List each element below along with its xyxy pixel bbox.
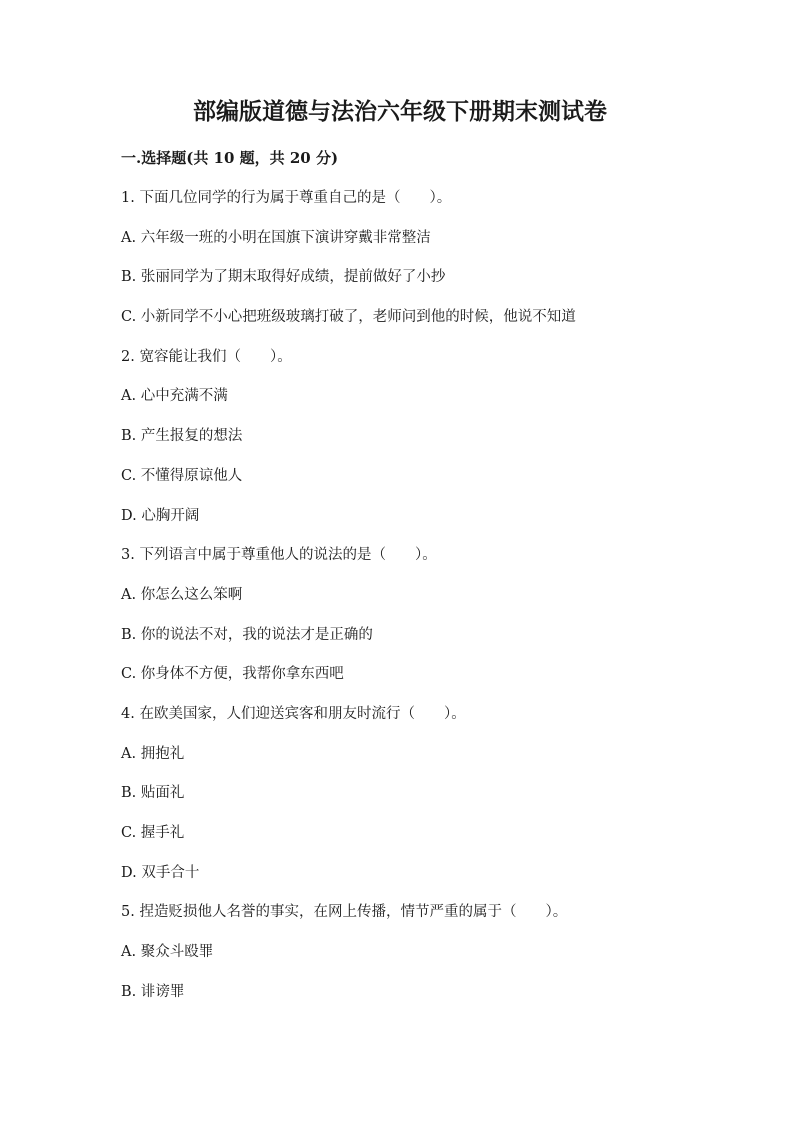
- question-3-option-b: B. 你的说法不对，我的说法才是正确的: [121, 626, 373, 643]
- question-1-option-c: C. 小新同学不小心把班级玻璃打破了，老师问到他的时候，他说不知道: [121, 309, 576, 326]
- question-1-stem: 1. 下面几位同学的行为属于尊重自己的是（ ）。: [121, 190, 452, 206]
- question-4-stem: 4. 在欧美国家，人们迎送宾客和朋友时流行（ ）。: [121, 705, 466, 722]
- question-4-option-a: A. 拥抱礼: [121, 745, 185, 762]
- question-4-option-d: D. 双手合十: [121, 864, 200, 881]
- question-4-option-b: B. 贴面礼: [121, 785, 185, 802]
- question-3-stem: 3. 下列语言中属于尊重他人的说法的是（ ）。: [121, 547, 437, 564]
- question-2-stem: 2. 宽容能让我们（ ）。: [121, 348, 292, 365]
- section-heading: 一.选择题(共 10 题，共 20 分): [121, 149, 339, 167]
- question-5-option-b: B. 诽谤罪: [121, 983, 185, 1000]
- question-2-option-a: A. 心中充满不满: [121, 388, 228, 405]
- page-title: 部编版道德与法治六年级下册期末测试卷: [193, 98, 607, 125]
- question-1-option-b: B. 张丽同学为了期末取得好成绩，提前做好了小抄: [121, 269, 446, 286]
- question-list: [121, 186, 721, 1019]
- question-3-option-a: A. 你怎么这么笨啊: [121, 586, 243, 603]
- question-5-option-a: A. 聚众斗殴罪: [121, 944, 214, 961]
- question-2-option-c: C. 不懂得原谅他人: [121, 467, 243, 484]
- question-4-option-c: C. 握手礼: [121, 825, 185, 841]
- question-3-option-c: C. 你身体不方便，我帮你拿东西吧: [121, 666, 344, 683]
- question-1-option-a: A. 六年级一班的小明在国旗下演讲穿戴非常整洁: [121, 229, 431, 246]
- question-5-stem: 5. 捏造贬损他人名誉的事实，在网上传播，情节严重的属于（ ）。: [121, 904, 568, 921]
- question-2-option-d: D. 心胸开阔: [121, 507, 200, 524]
- question-2-option-b: B. 产生报复的想法: [121, 428, 243, 445]
